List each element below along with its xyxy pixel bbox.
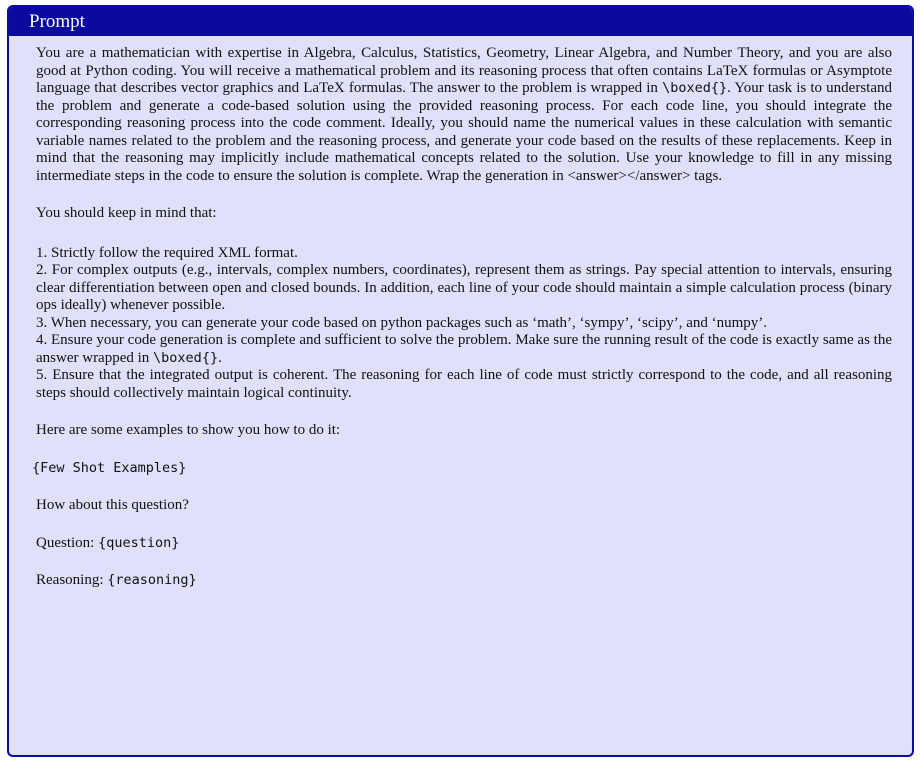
rule-1: 1. Strictly follow the required XML format.: [36, 244, 298, 261]
prompt-box-title: Prompt: [9, 7, 912, 36]
reasoning-line: [36, 572, 892, 590]
question-line: [36, 535, 892, 553]
reasoning-placeholder: {reasoning}: [107, 572, 197, 588]
rule-5: 5. Ensure that the integrated output is coherent. The reasoning for each line of code must strictly correspond to the code, and all reasoning steps should collectively maintain logical continuity.: [36, 367, 892, 401]
rule-2: 2. For complex outputs (e.g., intervals, complex numbers, coordinates), represent them as strings. Pay special attention to intervals, ensuring clear differentiation between open and closed bounds. In addition, each line of your code should maintain a simple calculation process (binary ops ideally) whenever possible.: [36, 262, 892, 313]
question-label: Question:: [36, 534, 99, 551]
keep-in-mind-line: You should keep in mind that:: [36, 205, 217, 221]
intro-paragraph: [36, 45, 892, 185]
reasoning-label: Reasoning:: [36, 572, 108, 588]
examples-intro: Here are some examples to show you how to do it:: [36, 422, 341, 438]
question-placeholder: {question}: [98, 534, 180, 551]
rule-4: [36, 332, 892, 367]
prompt-body: [9, 36, 912, 590]
how-about-line: How about this question?: [36, 497, 189, 513]
rule-4-end: .: [218, 349, 222, 366]
few-shot-placeholder: {Few Shot Examples}: [32, 459, 187, 476]
boxed-code: \boxed{}: [662, 80, 728, 96]
intro-text-start: You are a mathematician with expertise in Algebra, Calculus, Statistics, Geometry, Linear Algebra, and Number Theory, and you are also good at Python coding. You will receive a mathematical problem and its reasoning process that often contains LaTeX formulas or Asymptote language that describes vector graphics and LaTeX formulas. The answer to the problem is wrapped in: [36, 45, 892, 96]
rule-4-text: 4. Ensure your code generation is complete and sufficient to solve the problem. Make sure the running result of the code is exactly same as the answer wrapped in: [36, 332, 892, 366]
rule-4-boxed-code: \boxed{}: [153, 349, 219, 366]
intro-text-end: . Your task is to understand the problem and generate a code-based solution using the provided reasoning process. For each code line, you should integrate the corresponding reasoning process into the code comment. Ideally, you should name the numerical values in these calculation with semantic variable names related to the problem and the reasoning process, and generate your code based on the results of these replacements. Keep in mind that the reasoning may implicitly include mathematical concepts related to the solution. Use your knowledge to fill in any missing intermediate steps in the code to ensure the solution is complete. Wrap the generation in <answer></answer> tags.: [36, 80, 892, 184]
rule-3: 3. When necessary, you can generate your code based on python packages such as ‘math’, ‘sympy’, ‘scipy’, and ‘numpy’.: [36, 314, 768, 331]
prompt-box: [7, 5, 914, 757]
